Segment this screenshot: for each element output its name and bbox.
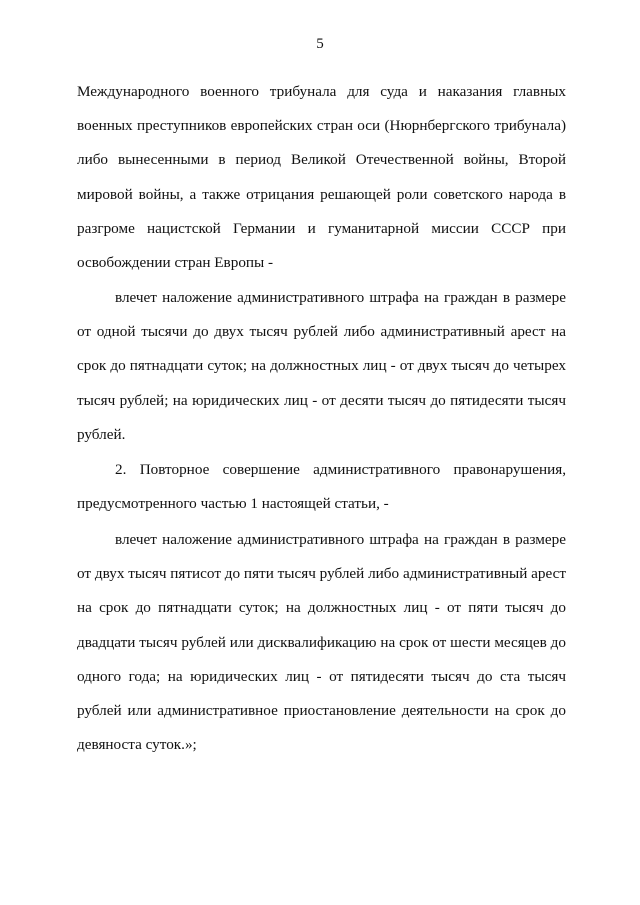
text-line: разгроме нацистской Германии и гуманитарной миссии СССР при <box>77 220 566 237</box>
text-line: от одной тысячи до двух тысяч рублей либо административный арест на <box>77 323 566 340</box>
text-line: рублей. <box>77 426 126 443</box>
text-line: 2. Повторное совершение административного правонарушения, <box>115 461 566 478</box>
text-line: на срок до пятнадцати суток; на должностных лиц - от пяти тысяч до <box>77 599 566 616</box>
text-line: от двух тысяч пятисот до пяти тысяч рублей либо административный арест <box>77 565 566 582</box>
text-line: двадцати тысяч рублей или дисквалификацию на срок от шести месяцев до <box>77 634 566 651</box>
page-number: 5 <box>316 36 324 52</box>
text-line: влечет наложение административного штрафа на граждан в размере <box>115 289 566 306</box>
text-line: влечет наложение административного штрафа на граждан в размере <box>115 531 566 548</box>
text-line: одного года; на юридических лиц - от пятидесяти тысяч до ста тысяч <box>77 668 566 685</box>
text-line: тысяч рублей; на юридических лиц - от десяти тысяч до пятидесяти тысяч <box>77 392 566 409</box>
text-line: освобождении стран Европы - <box>77 254 274 271</box>
text-line: предусмотренного частью 1 настоящей статьи, - <box>77 495 389 512</box>
text-line: девяноста суток.»; <box>77 736 197 753</box>
text-line: рублей или административное приостановление деятельности на срок до <box>77 702 566 719</box>
text-line: мировой войны, а также отрицания решающей роли советского народа в <box>77 186 566 203</box>
text-line: Международного военного трибунала для суда и наказания главных <box>77 83 566 100</box>
text-line: срок до пятнадцати суток; на должностных лиц - от двух тысяч до четырех <box>77 357 566 374</box>
text-line: военных преступников европейских стран оси (Нюрнбергского трибунала) <box>77 117 566 134</box>
text-line: либо вынесенными в период Великой Отечественной войны, Второй <box>77 151 566 168</box>
